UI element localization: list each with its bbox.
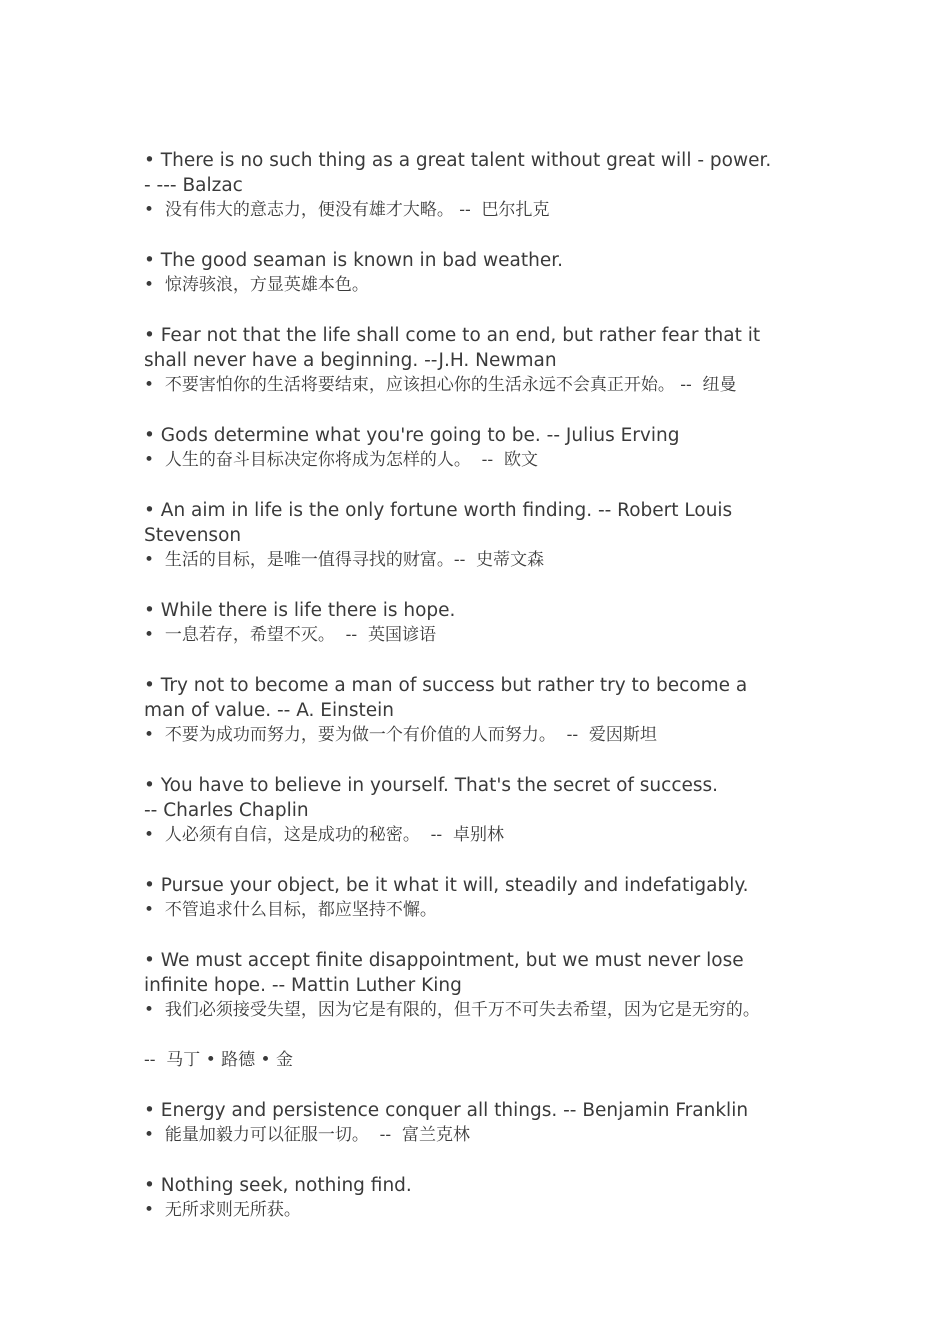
quote-chinese: • 人生的奋斗目标决定你将成为怎样的人。 -- 欧文	[144, 450, 538, 470]
quote-english: • There is no such thing as a great talent without great will - power. - --- Balzac	[144, 150, 772, 196]
quote-english: • Nothing seek, nothing find.	[144, 1175, 412, 1196]
quote-entry	[144, 673, 814, 748]
quote-english: • Fear not that the life shall come to an end, but rather fear that it shall never have a beginning. --J.H. Newman	[144, 325, 761, 371]
quote-english: • Try not to become a man of success but rather try to become a man of value. -- A. Einstein	[144, 675, 748, 721]
quote-english: • Gods determine what you're going to be. -- Julius Erving	[144, 425, 680, 446]
quote-entry	[144, 773, 814, 848]
quote-entry	[144, 323, 814, 398]
quote-entry	[144, 1098, 814, 1148]
quote-entry	[144, 423, 814, 473]
quote-list	[144, 148, 814, 1248]
quote-entry	[144, 248, 814, 298]
quote-entry	[144, 148, 814, 223]
quote-chinese: • 无所求则无所获。	[144, 1200, 301, 1220]
quote-chinese: • 没有伟大的意志力，便没有雄才大略。 -- 巴尔扎克	[144, 200, 550, 220]
quote-chinese: • 人必须有自信，这是成功的秘密。 -- 卓别林	[144, 825, 504, 845]
quote-chinese-attribution: -- 马丁 • 路德 • 金	[144, 1050, 293, 1070]
quote-chinese: • 能量加毅力可以征服一切。 -- 富兰克林	[144, 1125, 470, 1145]
quote-entry	[144, 598, 814, 648]
quote-entry	[144, 498, 814, 573]
quote-entry	[144, 873, 814, 923]
quote-english: • Energy and persistence conquer all things. -- Benjamin Franklin	[144, 1100, 749, 1121]
quote-chinese: • 不要害怕你的生活将要结束，应该担心你的生活永远不会真正开始。 -- 纽曼	[144, 375, 737, 395]
quote-chinese: • 生活的目标，是唯一值得寻找的财富。-- 史蒂文森	[144, 550, 545, 570]
quote-english: • The good seaman is known in bad weather.	[144, 250, 564, 271]
quote-chinese: • 一息若存，希望不灭。 -- 英国谚语	[144, 625, 436, 645]
quote-english: • An aim in life is the only fortune worth finding. -- Robert Louis Stevenson	[144, 500, 733, 546]
quote-english: • We must accept finite disappointment, but we must never lose infinite hope. -- Mattin Luther King	[144, 950, 744, 996]
quote-english: • Pursue your object, be it what it will, steadily and indefatigably.	[144, 875, 749, 896]
quote-chinese: • 惊涛骇浪，方显英雄本色。	[144, 275, 369, 295]
quote-chinese: • 我们必须接受失望，因为它是有限的，但千万不可失去希望，因为它是无穷的。	[144, 1000, 760, 1020]
quote-entry	[144, 1173, 814, 1223]
quote-chinese: • 不管追求什么目标，都应坚持不懈。	[144, 900, 437, 920]
quote-chinese: • 不要为成功而努力，要为做一个有价值的人而努力。 -- 爱因斯坦	[144, 725, 657, 745]
quote-english: • You have to believe in yourself. That's the secret of success. -- Charles Chaplin	[144, 775, 719, 821]
quote-entry	[144, 948, 814, 1073]
quote-english: • While there is life there is hope.	[144, 600, 456, 621]
